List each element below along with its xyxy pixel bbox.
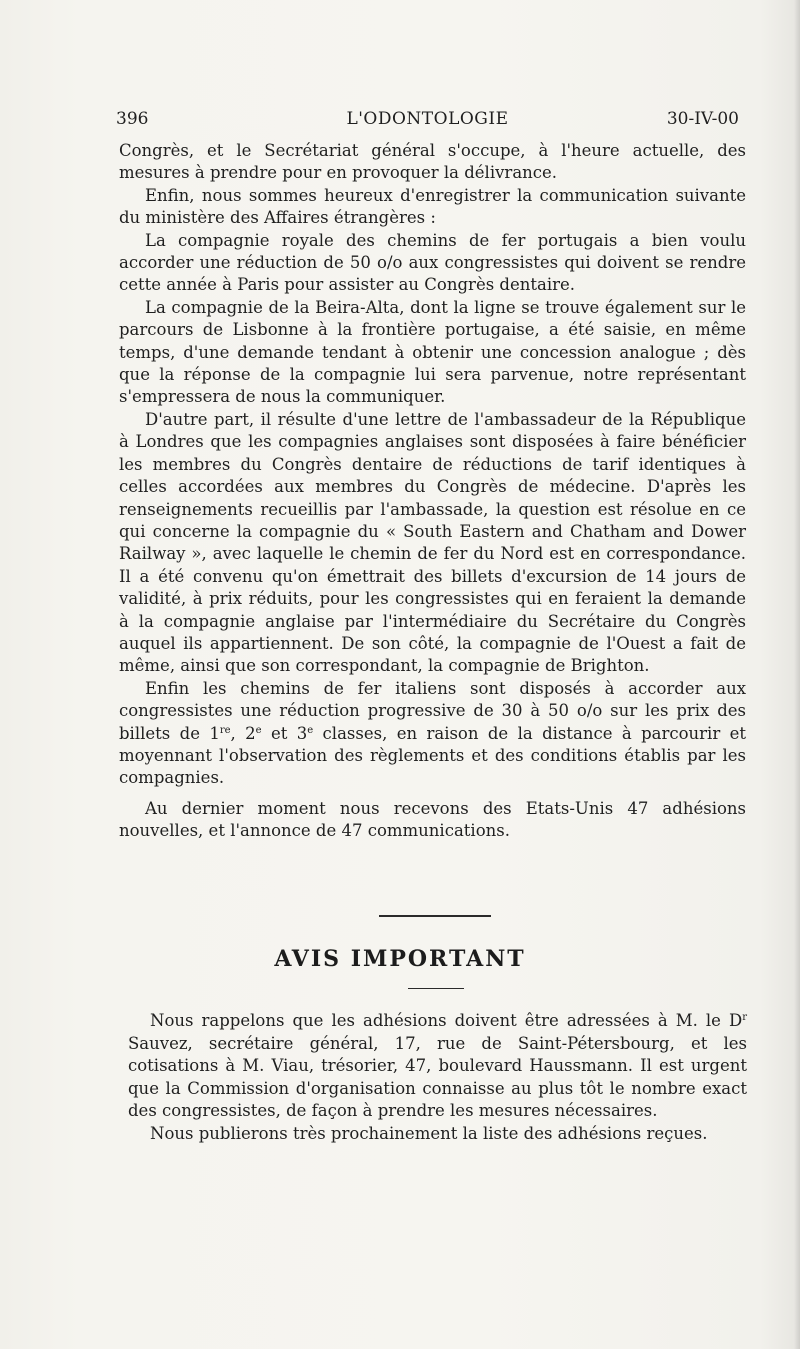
paragraph-6 [119, 678, 746, 790]
paragraph-4: La compagnie de la Beira-Alta, dont la ligne se trouve également sur le parcours de Lisbonne à la frontière portugaise, a été saisie, en même temps, d'une demande tendant à obtenir une concession analogue ; dès que la réponse de la compagnie lui sera parvenue, notre représentant s'empressera de nous la communiquer. [119, 297, 746, 407]
issue-date: 30-IV-00 [666, 109, 739, 129]
article-body [119, 140, 746, 843]
notice-paragraph-1-part-b: Sauvez, secrétaire général, 17, rue de Saint-Pétersbourg, et les cotisations à M. Viau, trésorier, 47, boulevard Haussmann. Il est urgent que la Commission d'organisation connaisse au plus tôt le nombre exact des congressistes, de façon à prendre les mesures nécessaires. [128, 1033, 747, 1121]
notice-body [128, 1010, 747, 1146]
page-edge-shadow [794, 0, 800, 1349]
section-divider-top [379, 915, 491, 917]
paragraph-6-part-b: , 2 [230, 723, 256, 743]
paragraph-7: Au dernier moment nous recevons des Etats-Unis 47 adhésions nouvelles, et l'annonce de 47 communications. [119, 798, 746, 841]
running-head [116, 107, 739, 131]
paragraph-6-part-a: Enfin les chemins de fer italiens sont disposés à accorder aux congressistes une réduction progressive de 30 à 50 o/o sur les prix des billets de 1 [119, 678, 746, 743]
paragraph-5: D'autre part, il résulte d'une lettre de l'ambassadeur de la République à Londres que les compagnies anglaises sont disposées à faire bénéficier les membres du Congrès dentaire de réductions de tarif identiques à celles accordées aux membres du Congrès de médecine. D'après les renseignements recueillis par l'ambassade, la question est résolue en ce qui concerne la compagnie du « South Eastern and Chatham and Dower Railway », avec laquelle le chemin de fer du Nord est en correspondance. Il a été convenu qu'on émettrait des billets d'excursion de 14 jours de validité, à prix réduits, pour les congressistes qui en feraient la demande à la compagnie anglaise par l'intermédiaire du Secrétaire du Congrès auquel ils appartiennent. De son côté, la compagnie de l'Ouest a fait de même, ainsi que son correspondant, la compagnie de Brighton. [119, 409, 746, 676]
paragraph-1: Congrès, et le Secrétariat général s'occupe, à l'heure actuelle, des mesures à prendre pour en provoquer la délivrance. [119, 141, 746, 183]
superscript-re: re [219, 724, 231, 736]
paragraph-6-part-d: classes, en raison de la distance à parcourir et moyennant l'observation des règlements et des conditions établis par les compagnies. [119, 723, 746, 788]
notice-paragraph-2: Nous publierons très prochainement la liste des adhésions reçues. [150, 1123, 708, 1143]
notice-heading: AVIS IMPORTANT [274, 946, 526, 972]
superscript-e-2: e [255, 724, 262, 736]
paragraph-3: La compagnie royale des chemins de fer portugais a bien voulu accorder une réduction de 50 o/o aux congressistes qui doivent se rendre cette année à Paris pour assister au Congrès dentaire. [119, 230, 746, 295]
section-divider-bottom [408, 988, 464, 989]
journal-title: L'ODONTOLOGIE [346, 109, 509, 129]
superscript-r: r [742, 1012, 747, 1023]
page-number: 396 [116, 109, 149, 129]
notice-paragraph-1-part-a: Nous rappelons que les adhésions doivent être adressées à M. le D [150, 1011, 743, 1030]
paragraph-6-part-c: et 3 [261, 723, 308, 743]
paragraph-2: Enfin, nous sommes heureux d'enregistrer la communication suivante du ministère des Affaires étrangères : [119, 185, 746, 228]
notice-paragraph-1 [128, 1010, 747, 1123]
superscript-e-3: e [307, 724, 314, 736]
